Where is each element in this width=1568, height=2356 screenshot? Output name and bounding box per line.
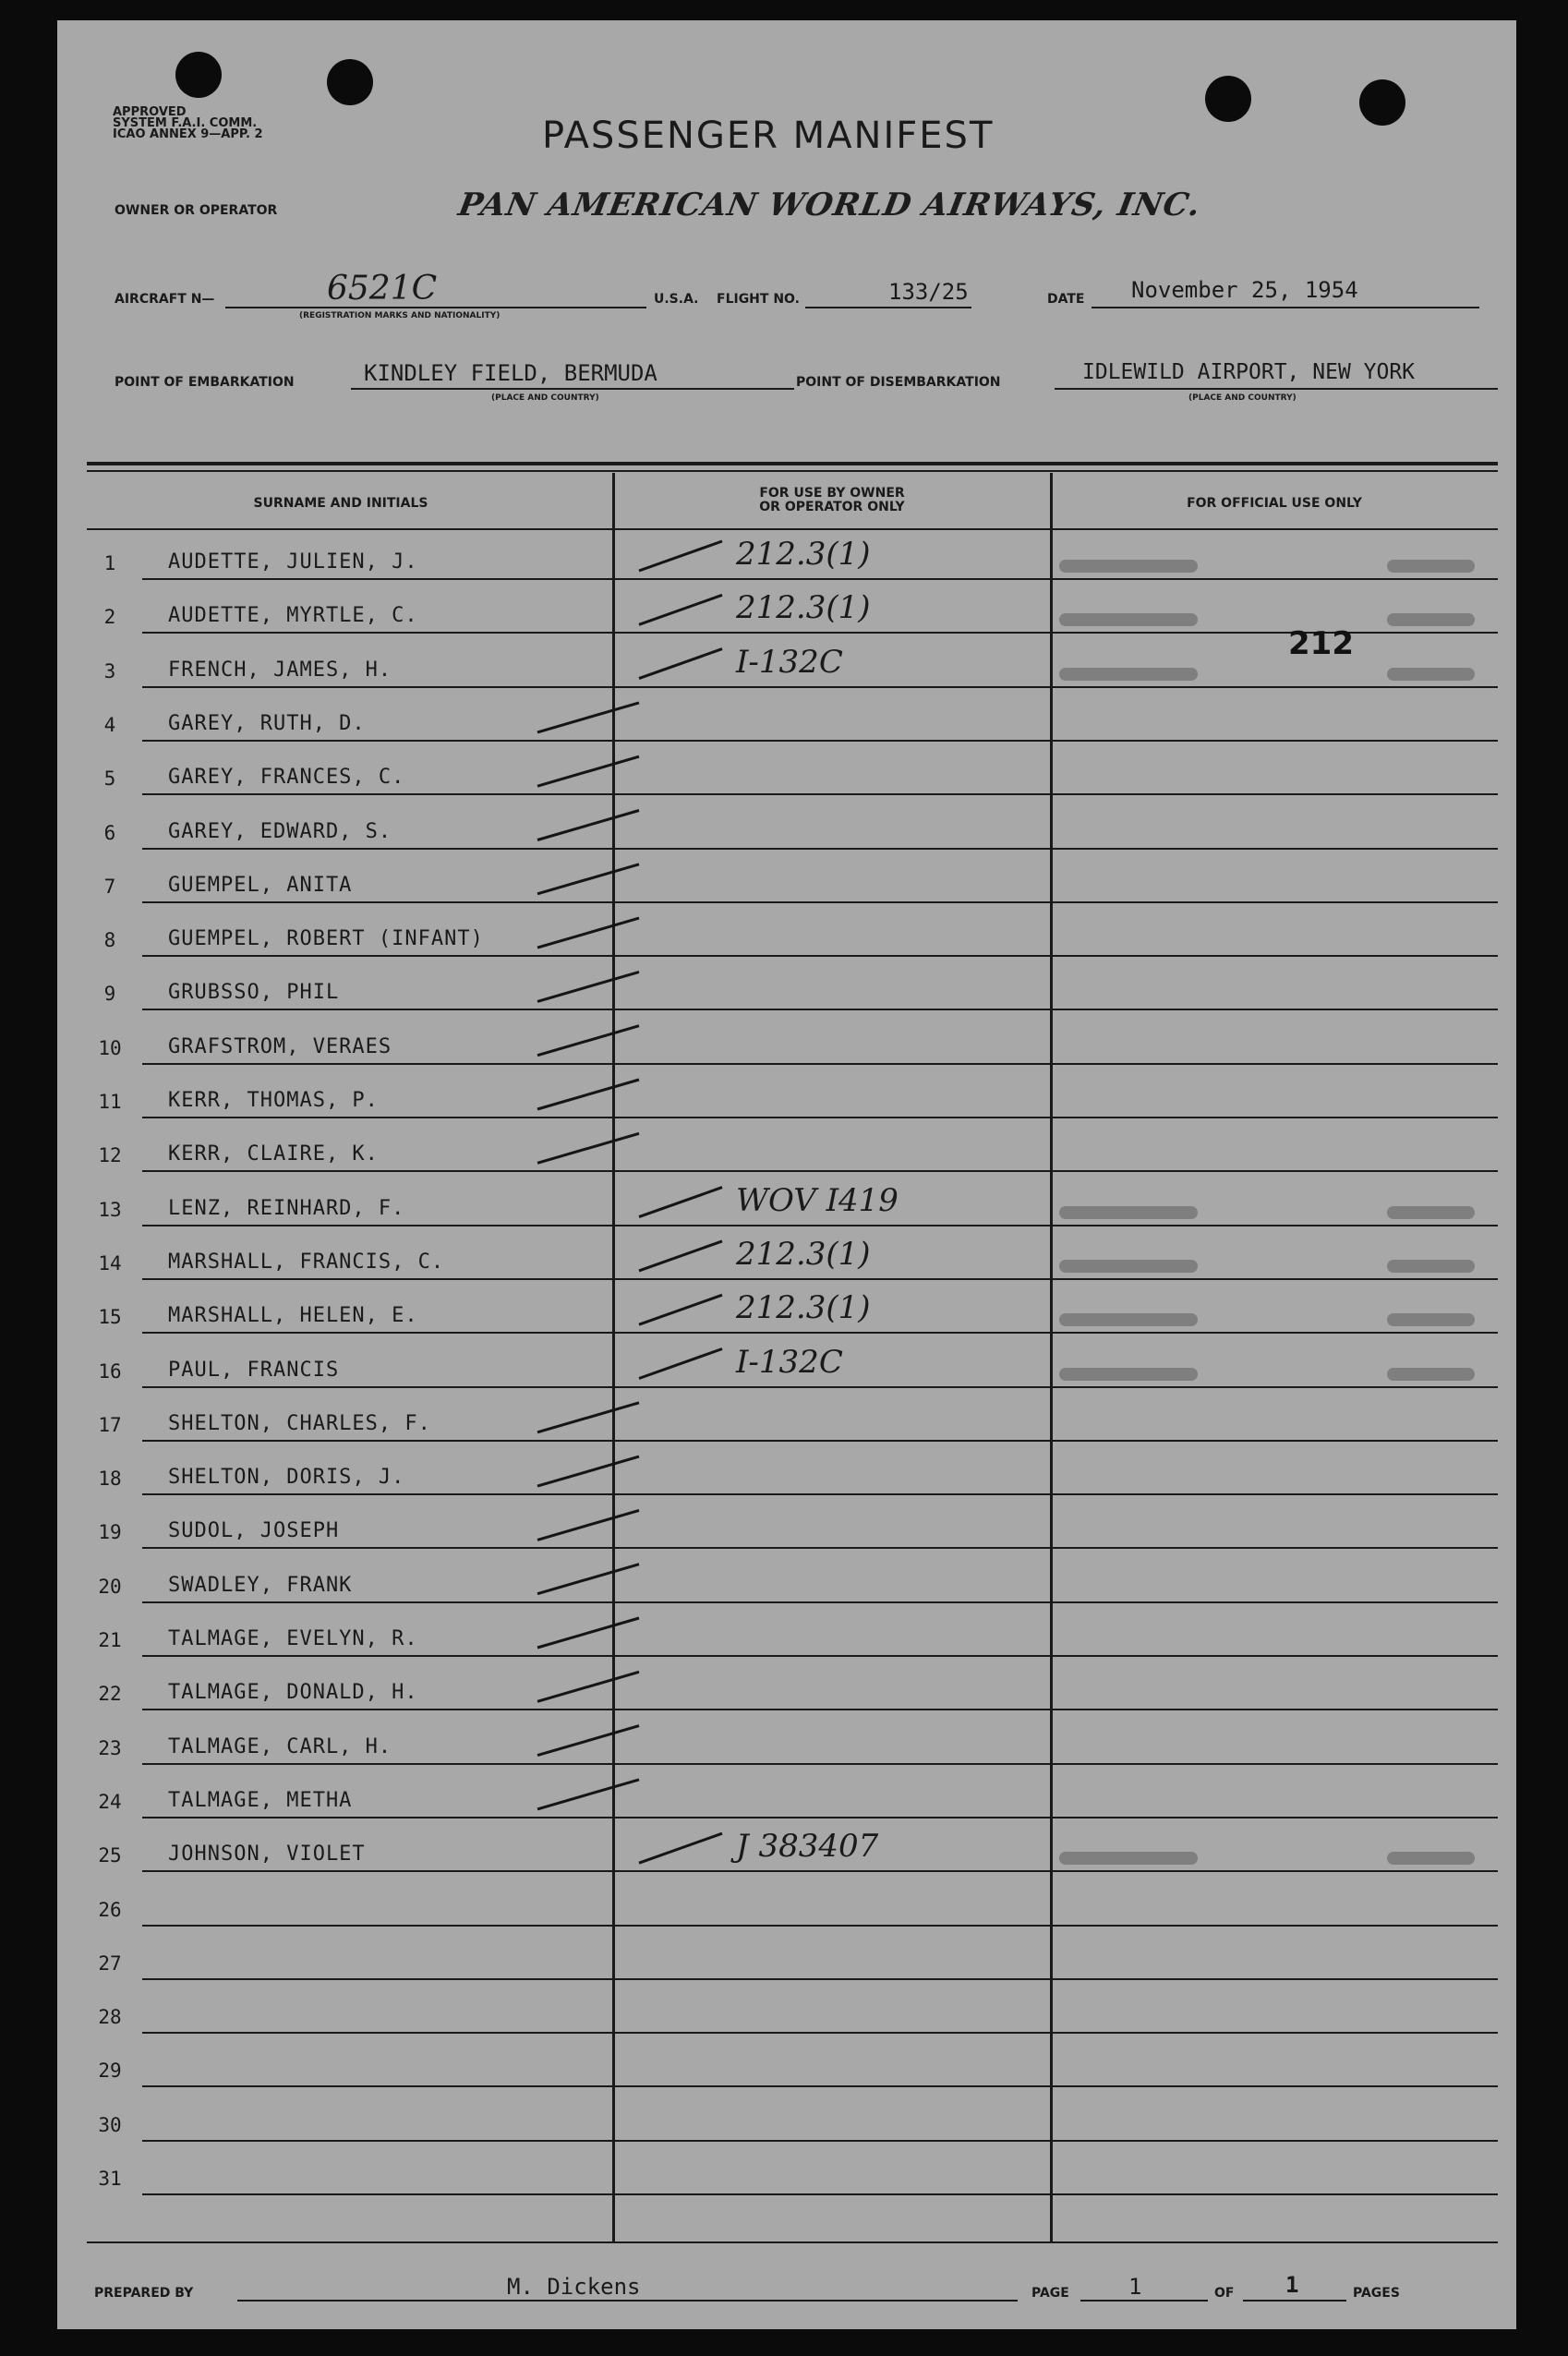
row-number: 13	[98, 1198, 122, 1221]
check-mark	[537, 756, 639, 786]
row-number: 19	[98, 1521, 122, 1544]
approval-line: ICAO ANNEX 9—APP. 2	[113, 127, 263, 141]
row-line	[142, 1170, 1498, 1172]
flight-underline	[805, 307, 971, 308]
passenger-name: AUDETTE, JULIEN, J.	[168, 550, 418, 574]
redaction-smudge	[1387, 1368, 1475, 1381]
check-mark	[537, 1026, 639, 1056]
passenger-name: FRENCH, JAMES, H.	[168, 658, 392, 682]
redaction-smudge	[1059, 613, 1198, 626]
passenger-name: PAUL, FRANCIS	[168, 1358, 340, 1382]
row-line	[142, 1870, 1498, 1872]
row-line	[142, 1817, 1498, 1818]
redaction-smudge	[1387, 1313, 1475, 1326]
redaction-smudge	[1059, 1206, 1198, 1219]
approval-line: SYSTEM F.A.I. COMM.	[113, 116, 258, 130]
passenger-name: SWADLEY, FRANK	[168, 1573, 353, 1597]
redaction-smudge	[1387, 668, 1475, 681]
row-number: 14	[98, 1251, 122, 1275]
passenger-name: KERR, THOMAS, P.	[168, 1089, 379, 1112]
passenger-name: TALMAGE, CARL, H.	[168, 1734, 392, 1758]
of-underline	[1243, 2300, 1346, 2302]
redaction-smudge	[1059, 560, 1198, 573]
check-mark	[639, 595, 722, 624]
column-header-owner-use-line: FOR USE BY OWNER	[759, 486, 905, 501]
passenger-name: JOHNSON, VIOLET	[168, 1843, 366, 1867]
row-number: 18	[98, 1468, 122, 1491]
prepared-by-value: M. Dickens	[507, 2274, 641, 2300]
redaction-smudge	[1059, 1260, 1198, 1273]
official-stamp: 212	[1288, 625, 1354, 662]
row-line	[142, 1709, 1498, 1710]
check-mark	[537, 1565, 639, 1594]
page-title: PASSENGER MANIFEST	[542, 115, 995, 157]
row-number: 24	[98, 1790, 122, 1813]
row-line	[142, 1063, 1498, 1065]
column-header-surname: SURNAME AND INITIALS	[253, 496, 428, 511]
row-line	[142, 1655, 1498, 1657]
aircraft-label: AIRCRAFT N—	[115, 292, 215, 307]
passenger-name: SUDOL, JOSEPH	[168, 1519, 340, 1543]
check-mark	[537, 811, 639, 840]
page-underline	[1080, 2300, 1208, 2302]
row-number: 16	[98, 1359, 122, 1383]
row-line	[142, 1547, 1498, 1549]
row-line	[142, 686, 1498, 688]
row-number: 3	[103, 659, 116, 683]
approval-note	[113, 107, 263, 140]
operator-code: 212.3(1)	[736, 1235, 871, 1273]
row-number: 20	[98, 1575, 122, 1598]
passenger-name: GAREY, EDWARD, S.	[168, 819, 392, 843]
manifest-page	[57, 20, 1516, 2329]
column-divider	[1050, 473, 1053, 2241]
disembarkation-value: IDLEWILD AIRPORT, NEW YORK	[1082, 360, 1416, 384]
disembarkation-label: POINT OF DISEMBARKATION	[796, 375, 1001, 390]
row-line	[142, 1009, 1498, 1010]
row-number: 7	[103, 875, 116, 898]
check-mark	[639, 1349, 722, 1379]
check-mark	[537, 864, 639, 894]
operator-code: 212.3(1)	[736, 536, 871, 573]
check-mark	[639, 541, 722, 571]
aircraft-value: 6521C	[327, 270, 438, 308]
table-top-rule-thin	[87, 470, 1498, 472]
date-value: November 25, 1954	[1131, 277, 1358, 303]
disembarkation-place-note: (PLACE AND COUNTRY)	[1188, 393, 1297, 403]
registration-note: (REGISTRATION MARKS AND NATIONALITY)	[299, 311, 501, 320]
passenger-name: TALMAGE, DONALD, H.	[168, 1681, 418, 1705]
row-number: 17	[98, 1413, 122, 1436]
table-header-rule	[87, 528, 1498, 530]
date-label: DATE	[1047, 292, 1085, 307]
passenger-name: GUEMPEL, ROBERT (INFANT)	[168, 927, 484, 951]
page-value: 1	[1128, 2274, 1142, 2300]
redaction-smudge	[1387, 1852, 1475, 1865]
passenger-name: MARSHALL, FRANCIS, C.	[168, 1250, 445, 1274]
punch-hole	[1205, 76, 1251, 122]
row-line	[142, 848, 1498, 850]
date-underline	[1092, 307, 1479, 308]
row-line	[142, 1332, 1498, 1334]
operator-code: J 383407	[736, 1828, 879, 1866]
embarkation-label: POINT OF EMBARKATION	[115, 375, 295, 390]
flight-label: FLIGHT NO.	[717, 292, 800, 307]
check-mark	[537, 1080, 639, 1109]
passenger-name: GAREY, RUTH, D.	[168, 711, 366, 735]
operator-name: PAN AMERICAN WORLD AIRWAYS, INC.	[455, 187, 1204, 224]
check-mark	[639, 1833, 722, 1863]
disembarkation-underline	[1055, 388, 1498, 390]
check-mark	[537, 1510, 639, 1540]
row-number: 31	[98, 2168, 122, 2190]
row-number: 5	[103, 767, 116, 791]
column-divider	[612, 473, 615, 2241]
of-value: 1	[1285, 2272, 1299, 2298]
row-number: 10	[98, 1036, 122, 1059]
row-number: 15	[98, 1306, 122, 1329]
passenger-name: SHELTON, CHARLES, F.	[168, 1411, 431, 1435]
row-number: 11	[98, 1091, 122, 1113]
row-line	[142, 2085, 1498, 2087]
flight-value: 133/25	[888, 279, 969, 305]
column-header-owner-use	[615, 487, 1049, 514]
check-mark	[537, 1403, 639, 1432]
passenger-name: GRAFSTROM, VERAES	[168, 1034, 392, 1058]
punch-hole	[327, 59, 373, 105]
row-number: 8	[103, 929, 116, 952]
row-line	[142, 1278, 1498, 1280]
check-mark	[537, 1456, 639, 1486]
row-line	[142, 1386, 1498, 1388]
punch-hole	[175, 52, 222, 98]
redaction-smudge	[1059, 1313, 1198, 1326]
embarkation-value: KINDLEY FIELD, BERMUDA	[364, 360, 657, 386]
row-line	[142, 1225, 1498, 1226]
check-mark	[537, 918, 639, 948]
prepared-by-label: PREPARED BY	[94, 2286, 194, 2301]
row-number: 4	[103, 713, 116, 736]
row-line	[142, 901, 1498, 903]
redaction-smudge	[1387, 1260, 1475, 1273]
passenger-name: GRUBSSO, PHIL	[168, 981, 340, 1005]
row-line	[142, 1440, 1498, 1442]
row-line	[142, 793, 1498, 795]
redaction-smudge	[1059, 1852, 1198, 1865]
passenger-name: TALMAGE, METHA	[168, 1788, 353, 1812]
check-mark	[537, 703, 639, 732]
row-number: 9	[103, 983, 116, 1006]
approval-line: APPROVED	[113, 105, 187, 119]
redaction-smudge	[1059, 668, 1198, 681]
passenger-name: AUDETTE, MYRTLE, C.	[168, 604, 418, 628]
check-mark	[639, 1295, 722, 1324]
operator-code: I-132C	[736, 1343, 843, 1381]
row-line	[142, 955, 1498, 957]
row-number: 12	[98, 1144, 122, 1167]
redaction-smudge	[1059, 1368, 1198, 1381]
row-number: 27	[98, 1951, 122, 1975]
check-mark	[639, 649, 722, 679]
prepared-by-underline	[237, 2300, 1018, 2302]
row-number: 21	[98, 1629, 122, 1651]
table-top-rule	[87, 462, 1498, 465]
passenger-name: SHELTON, DORIS, J.	[168, 1466, 405, 1490]
row-line	[142, 1117, 1498, 1118]
owner-label: OWNER OR OPERATOR	[115, 203, 278, 218]
check-mark	[639, 1188, 722, 1217]
embarkation-underline	[351, 388, 794, 390]
row-line	[142, 740, 1498, 742]
row-line	[142, 2140, 1498, 2142]
redaction-smudge	[1387, 560, 1475, 573]
row-line	[142, 1493, 1498, 1495]
row-number: 29	[98, 2060, 122, 2083]
operator-code: 212.3(1)	[736, 1289, 871, 1327]
check-mark	[537, 1618, 639, 1648]
country-label: U.S.A.	[654, 292, 699, 307]
row-line	[142, 1925, 1498, 1927]
row-line	[142, 2032, 1498, 2034]
passenger-name: TALMAGE, EVELYN, R.	[168, 1627, 418, 1650]
of-label: OF	[1214, 2286, 1235, 2301]
footer-rule	[87, 2241, 1498, 2243]
operator-code: WOV I419	[736, 1181, 899, 1219]
check-mark	[639, 1241, 722, 1271]
row-line	[142, 1763, 1498, 1765]
page-label: PAGE	[1031, 2286, 1069, 2301]
row-number: 6	[103, 821, 116, 844]
row-number: 23	[98, 1736, 122, 1759]
passenger-name: KERR, CLAIRE, K.	[168, 1142, 379, 1166]
check-mark	[537, 1780, 639, 1809]
row-number: 30	[98, 2113, 122, 2136]
row-number: 28	[98, 2006, 122, 2029]
passenger-name: GUEMPEL, ANITA	[168, 873, 353, 897]
row-line	[142, 1978, 1498, 1980]
row-number: 22	[98, 1683, 122, 1706]
operator-code: I-132C	[736, 643, 843, 681]
row-number: 2	[103, 606, 116, 629]
column-header-owner-use-line: OR OPERATOR ONLY	[759, 500, 905, 514]
passenger-name: MARSHALL, HELEN, E.	[168, 1304, 418, 1328]
passenger-name: GAREY, FRANCES, C.	[168, 766, 405, 790]
row-number: 1	[103, 552, 116, 574]
row-line	[142, 1601, 1498, 1603]
row-number: 25	[98, 1844, 122, 1867]
row-line	[142, 2193, 1498, 2195]
row-number: 26	[98, 1898, 122, 1921]
check-mark	[537, 1133, 639, 1163]
column-header-official: FOR OFFICIAL USE ONLY	[1187, 496, 1362, 511]
embarkation-place-note: (PLACE AND COUNTRY)	[491, 393, 599, 403]
redaction-smudge	[1387, 1206, 1475, 1219]
row-line	[142, 578, 1498, 580]
check-mark	[537, 972, 639, 1001]
punch-hole	[1359, 79, 1405, 126]
pages-label: PAGES	[1353, 2286, 1400, 2301]
passenger-name: LENZ, REINHARD, F.	[168, 1196, 405, 1220]
operator-code: 212.3(1)	[736, 589, 871, 627]
check-mark	[537, 1726, 639, 1756]
redaction-smudge	[1387, 613, 1475, 626]
check-mark	[537, 1672, 639, 1701]
